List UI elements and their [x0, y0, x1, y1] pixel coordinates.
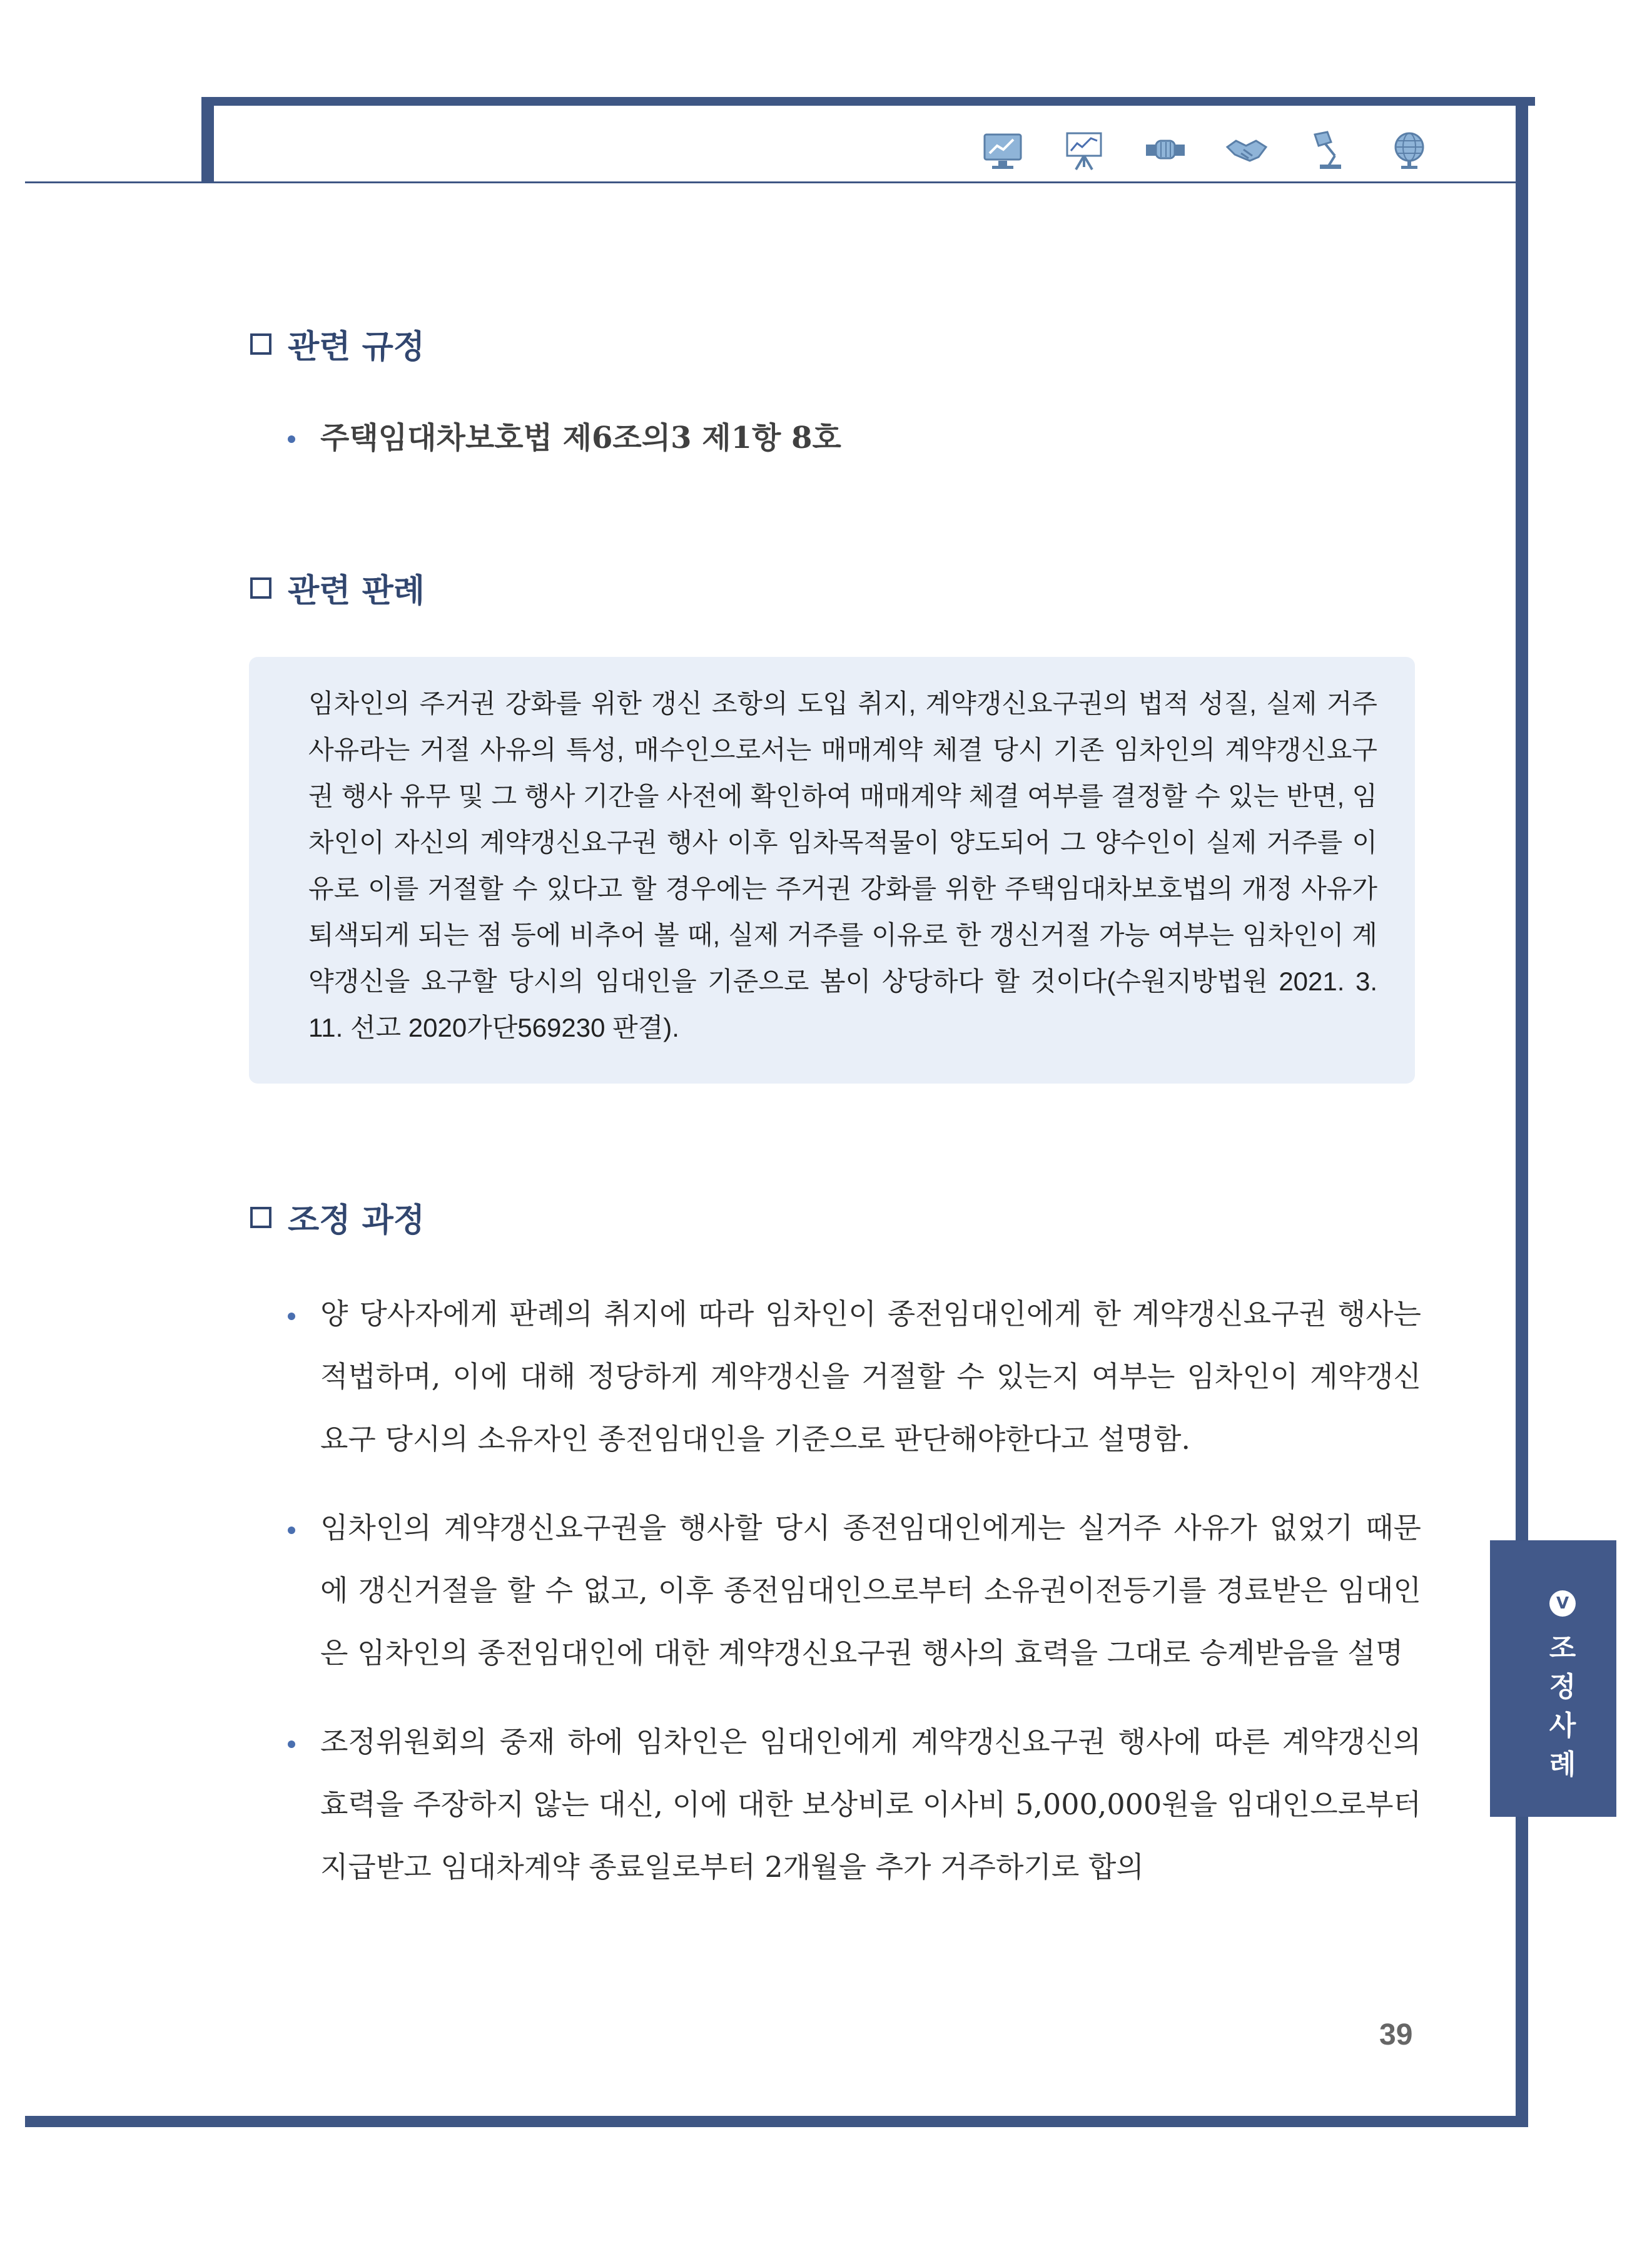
section-heading-text: 조정 과정	[288, 1202, 425, 1239]
list-item-text: 주택임대차보호법 제6조의3 제1항 8호	[320, 420, 841, 455]
section-heading-precedent	[250, 564, 425, 611]
desk-lamp-icon	[1306, 128, 1350, 172]
list-item	[302, 1497, 1421, 1684]
chapter-side-tab[interactable]	[1490, 1540, 1616, 1817]
chapter-label: 조정사례	[1549, 1632, 1576, 1781]
globe-icon	[1387, 128, 1431, 172]
monitor-chart-icon	[981, 128, 1025, 172]
list-item-text: 임차인의 계약갱신요구권을 행사할 당시 종전임대인에게는 실거주 사유가 없었기 때문에 갱신거절을 할 수 없고, 이후 종전임대인으로부터 소유권이전등기를 경료받은 임대인은 임차인의 종전임대인에 대한 계약갱신요구권 행사의 효력을 그대로 승계받음을 설명	[320, 1511, 1421, 1670]
bullet-dot-icon	[288, 1740, 295, 1748]
bullet-dot-icon	[288, 1313, 295, 1320]
checkbox-square-icon	[250, 333, 271, 355]
presentation-board-icon	[1062, 128, 1106, 172]
handshake-fist-icon	[1143, 128, 1187, 172]
section-heading-text: 관련 판례	[288, 572, 425, 610]
list-item	[302, 1710, 1421, 1898]
section-heading-rules	[250, 320, 425, 367]
header-frame-left	[201, 97, 214, 183]
section-heading-process	[250, 1194, 425, 1241]
chapter-number-badge: V	[1549, 1590, 1576, 1617]
list-item-text: 양 당사자에게 판례의 취지에 따라 임차인이 종전임대인에게 한 계약갱신요구권 행사는 적법하며, 이에 대해 정당하게 계약갱신을 거절할 수 있는지 여부는 임차인이 계약갱신요구 당시의 소유자인 종전임대인을 기준으로 판단해야한다고 설명함.	[320, 1297, 1421, 1456]
list-item-text: 조정위원회의 중재 하에 임차인은 임대인에게 계약갱신요구권 행사에 따른 계약갱신의 효력을 주장하지 않는 대신, 이에 대한 보상비로 이사비 5,000,000원을 임대인으로부터 지급받고 임대차계약 종료일로부터 2개월을 추가 거주하기로 합의	[320, 1725, 1421, 1884]
section-heading-text: 관련 규정	[288, 328, 425, 366]
handshake-icon	[1225, 128, 1269, 172]
precedent-text: 임차인의 주거권 강화를 위한 갱신 조항의 도입 취지, 계약갱신요구권의 법적 성질, 실제 거주 사유라는 거절 사유의 특성, 매수인으로서는 매매계약 체결 당시 기존 임차인의 계약갱신요구권 행사 유무 및 그 행사 기간을 사전에 확인하여 매매계약 체결 여부를 결정할 수 있는 반면, 임차인이 자신의 계약갱신요구권 행사 이후 임차목적물이 양도되어 그 양수인이 실제 거주를 이유로 이를 거절할 수 있다고 할 경우에는 주거권 강화를 위한 주택임대차보호법의 개정 사유가 퇴색되게 되는 점 등에 비추어 볼 때, 실제 거주를 이유로 한 갱신거절 가능 여부는 임차인이 계약갱신을 요구할 당시의 임대인을 기준으로 봄이 상당하다 할 것이다(수원지방법원 2021. 3. 11. 선고 2020가단569230 판결).	[308, 689, 1377, 1042]
bullet-dot-icon	[288, 1527, 295, 1534]
header-rule	[25, 181, 1516, 183]
bullet-dot-icon	[288, 435, 295, 443]
footer-bar	[25, 2116, 1528, 2127]
page-number: 39	[1379, 2018, 1413, 2051]
page-frame-right	[1516, 97, 1528, 2127]
list-item	[302, 413, 1421, 463]
header-frame-top	[201, 97, 1535, 106]
precedent-box	[249, 657, 1415, 1084]
list-item	[302, 1283, 1421, 1470]
checkbox-square-icon	[250, 1207, 271, 1228]
checkbox-square-icon	[250, 577, 271, 599]
header-icon-row	[981, 125, 1431, 175]
